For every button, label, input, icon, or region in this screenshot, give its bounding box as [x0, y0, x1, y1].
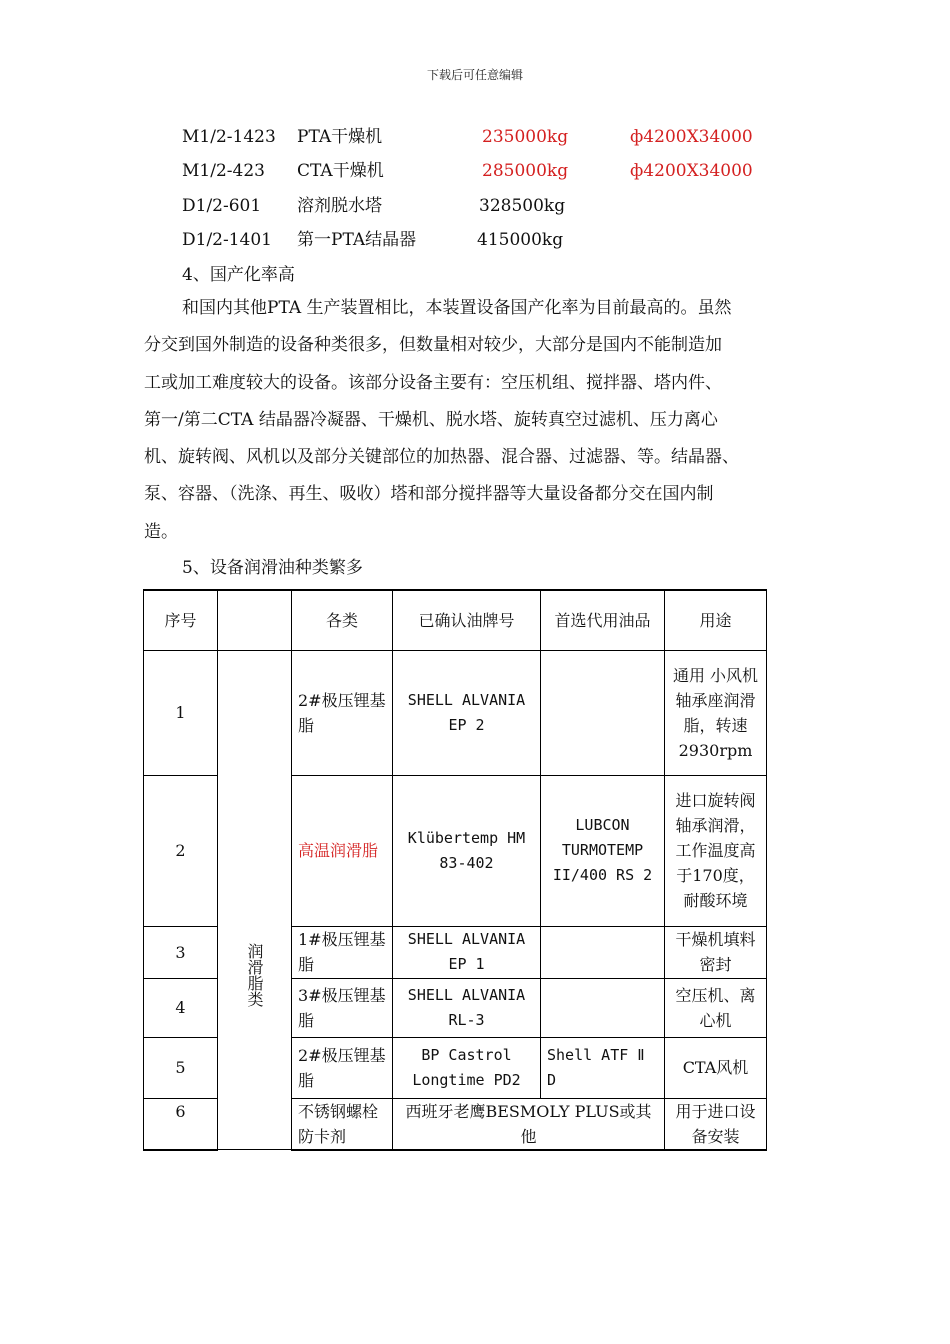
usage: 进口旋转阀轴承润滑，工作温度高于170度，耐酸环境 — [665, 775, 767, 926]
header-cell: 序号 — [144, 590, 218, 650]
row-number: 3 — [144, 926, 218, 978]
section4-body — [144, 290, 824, 551]
lubricant-type: 不锈钢螺栓防卡剂 — [292, 1098, 393, 1150]
lubricant-type: 1#极压锂基脂 — [292, 926, 393, 978]
paragraph-line: 造。 — [144, 521, 178, 542]
table-header-row — [144, 590, 767, 650]
lubricant-type: 高温润滑脂 — [292, 775, 393, 926]
equipment-name: CTA干燥机 — [297, 161, 384, 181]
header-cell: 已确认油牌号 — [393, 590, 541, 650]
equipment-code: D1/2-1401 — [182, 230, 272, 250]
confirmed-brand: Klübertemp HM 83-402 — [393, 775, 541, 926]
confirmed-brand: SHELL ALVANIA RL-3 — [393, 978, 541, 1037]
group-label: 润滑脂类 — [245, 942, 264, 1007]
equipment-code: M1/2-423 — [182, 161, 265, 181]
paragraph-line: 分交到国外制造的设备种类很多，但数量相对较少，大部分是国内不能制造加 — [144, 335, 722, 356]
header-cell: 各类 — [292, 590, 393, 650]
equipment-weight: 328500kg — [479, 196, 566, 216]
paragraph-line: 第一/第二CTA 结晶器冷凝器、干燥机、脱水塔、旋转真空过滤机、压力离心 — [144, 409, 718, 430]
alternative-product — [541, 926, 665, 978]
group-label-cell — [218, 650, 292, 1150]
lubricant-type: 2#极压锂基脂 — [292, 650, 393, 775]
alternative-product — [541, 650, 665, 775]
paragraph-line: 工或加工难度较大的设备。该部分设备主要有：空压机组、搅拌器、塔内件、 — [144, 372, 722, 393]
equipment-name: 第一PTA结晶器 — [297, 230, 417, 250]
row-number: 5 — [144, 1037, 218, 1098]
paragraph-line: 机、旋转阀、风机以及部分关键部位的加热器、混合器、过滤器、等。结晶器、 — [144, 447, 739, 468]
lubricant-table — [143, 589, 767, 1151]
equipment-weight: 235000kg — [482, 127, 569, 147]
lubricant-type: 2#极压锂基脂 — [292, 1037, 393, 1098]
confirmed-brand-merged: 西班牙老鹰BESMOLY PLUS或其他 — [393, 1098, 665, 1150]
equipment-name: 溶剂脱水塔 — [297, 196, 382, 216]
equipment-code: D1/2-601 — [182, 196, 262, 216]
equipment-name: PTA干燥机 — [297, 127, 383, 147]
paragraph-line: 和国内其他PTA 生产装置相比，本装置设备国产化率为目前最高的。虽然 — [182, 298, 732, 318]
section4-title: 4、国产化率高 — [182, 265, 295, 285]
header-cell: 用途 — [665, 590, 767, 650]
row-number: 4 — [144, 978, 218, 1037]
confirmed-brand: SHELL ALVANIA EP 2 — [393, 650, 541, 775]
equipment-weight: 285000kg — [482, 161, 569, 181]
row-number: 2 — [144, 775, 218, 926]
confirmed-brand: SHELL ALVANIA EP 1 — [393, 926, 541, 978]
usage: 空压机、离心机 — [665, 978, 767, 1037]
usage: 干燥机填料密封 — [665, 926, 767, 978]
page-header: 下载后可任意编辑 — [426, 68, 523, 82]
equipment-size: ф4200X34000 — [630, 161, 753, 181]
paragraph-line: 泵、容器、（洗涤、再生、吸收）塔和部分搅拌器等大量设备都分交在国内制 — [144, 484, 714, 505]
usage: CTA风机 — [665, 1037, 767, 1098]
alternative-product — [541, 978, 665, 1037]
row-number: 6 — [144, 1098, 218, 1150]
usage: 用于进口设备安装 — [665, 1098, 767, 1150]
alternative-product: Shell ATF Ⅱ D — [541, 1037, 665, 1098]
equipment-weight: 415000kg — [477, 230, 564, 250]
header-cell: 首选代用油品 — [541, 590, 665, 650]
usage: 通用 小风机轴承座润滑脂，转速2930rpm — [665, 650, 767, 775]
lubricant-type: 3#极压锂基脂 — [292, 978, 393, 1037]
section5-title: 5、设备润滑油种类繁多 — [182, 558, 363, 578]
row-number: 1 — [144, 650, 218, 775]
confirmed-brand: BP Castrol Longtime PD2 — [393, 1037, 541, 1098]
equipment-code: M1/2-1423 — [182, 127, 276, 147]
header-cell — [218, 590, 292, 650]
equipment-size: ф4200X34000 — [630, 127, 753, 147]
alternative-product: LUBCON TURMOTEMP II/400 RS 2 — [541, 775, 665, 926]
table-row — [144, 650, 767, 775]
